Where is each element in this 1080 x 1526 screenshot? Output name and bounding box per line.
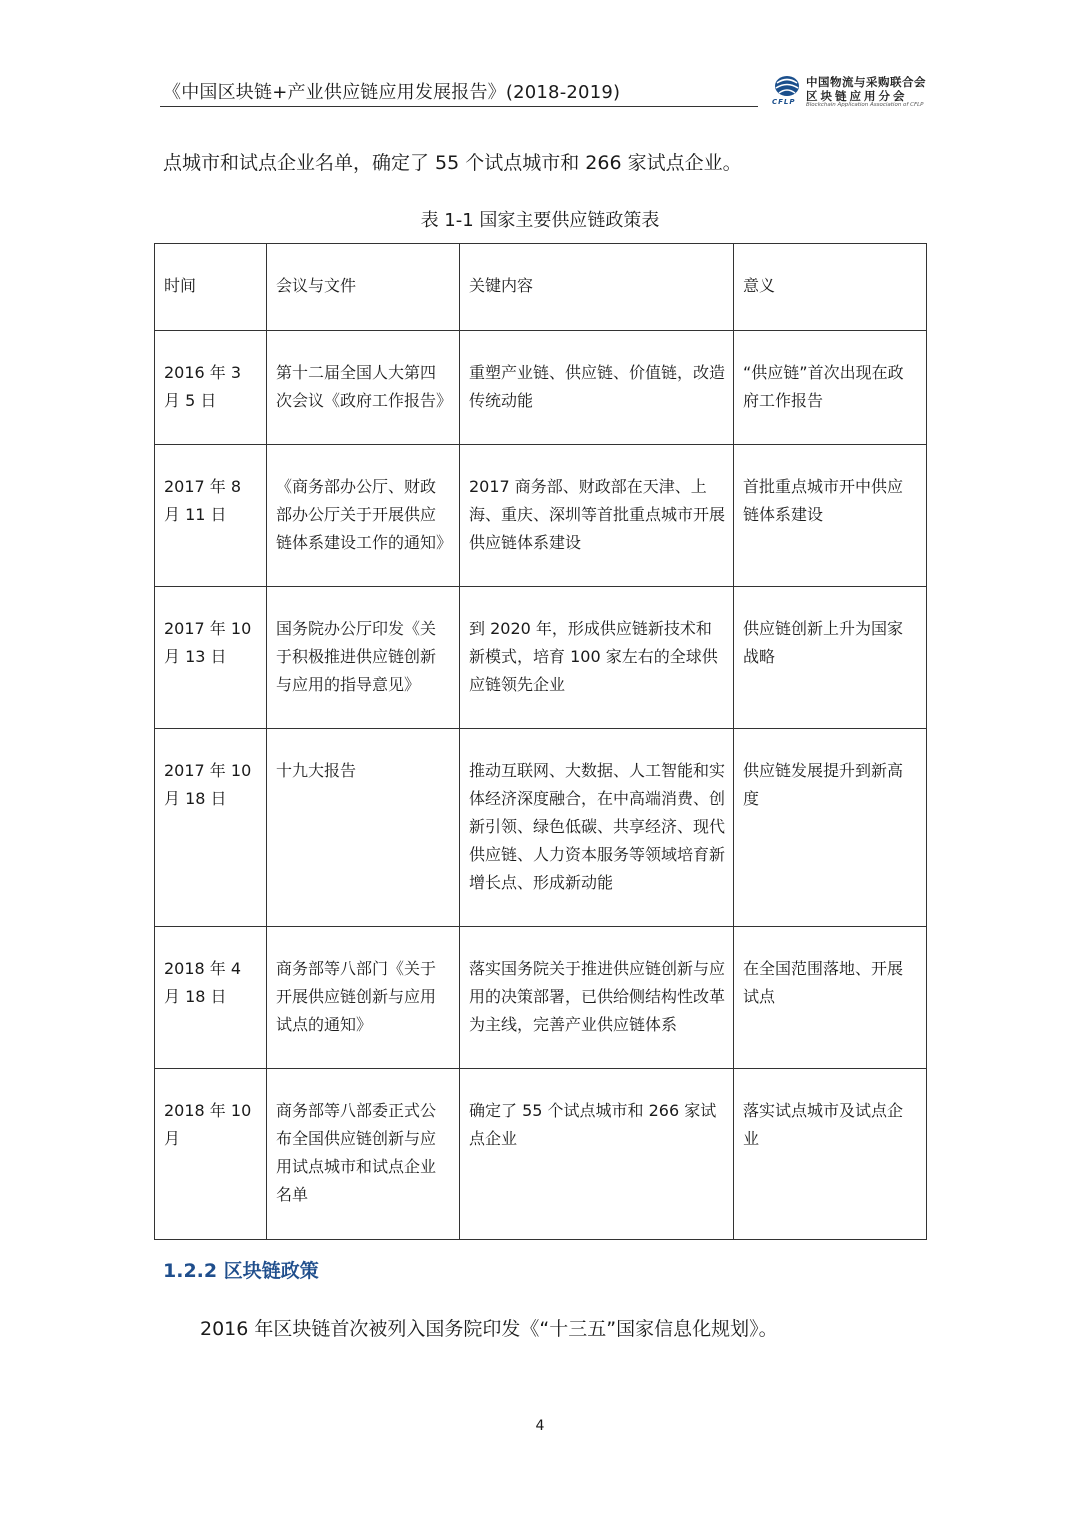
cell-document: 十九大报告 [267,729,460,927]
cell-document: 商务部等八部委正式公布全国供应链创新与应用试点城市和试点企业名单 [267,1069,460,1240]
table-row [155,331,927,445]
globe-icon [772,74,802,98]
cell-content: 落实国务院关于推进供应链创新与应用的决策部署，已供给侧结构性改革为主线，完善产业供应链体系 [460,927,734,1069]
logo-abbreviation: CFLP [772,98,796,106]
logo-name-line1: 中国物流与采购联合会 [806,75,926,89]
table-header-row [155,244,927,331]
cell-time: 2018 年 10 月 [155,1069,267,1240]
cell-significance: 首批重点城市开中供应链体系建设 [734,445,927,587]
cell-content: 确定了 55 个试点城市和 266 家试点企业 [460,1069,734,1240]
cell-content: 到 2020 年，形成供应链新技术和新模式，培育 100 家左右的全球供应链领先企业 [460,587,734,729]
table-row [155,729,927,927]
header-cell-significance: 意义 [734,244,927,331]
document-header-title: 《中国区块链+产业供应链应用发展报告》(2018-2019) [163,82,621,103]
cell-significance: 供应链创新上升为国家战略 [734,587,927,729]
cell-significance: 供应链发展提升到新高度 [734,729,927,927]
policy-table [154,243,927,1240]
organization-logo [772,72,932,110]
table-caption: 表 1-1 国家主要供应链政策表 [420,210,660,231]
logo-name-line2: 区块链应用分会 [806,89,908,103]
cell-time: 2017 年 10 月 13 日 [155,587,267,729]
header-cell-content: 关键内容 [460,244,734,331]
section-heading: 1.2.2 区块链政策 [163,1260,319,1282]
cell-significance: 在全国范围落地、开展试点 [734,927,927,1069]
logo-english-name: Blockchain Application Association of CFLP [806,102,924,108]
cell-content: 2017 商务部、财政部在天津、上海、重庆、深圳等首批重点城市开展供应链体系建设 [460,445,734,587]
header-cell-time: 时间 [155,244,267,331]
cell-content: 推动互联网、大数据、人工智能和实体经济深度融合，在中高端消费、创新引领、绿色低碳、共享经济、现代供应链、人力资本服务等领域培育新增长点、形成新动能 [460,729,734,927]
cell-significance: 落实试点城市及试点企业 [734,1069,927,1240]
header-cell-document: 会议与文件 [267,244,460,331]
cell-content: 重塑产业链、供应链、价值链，改造传统动能 [460,331,734,445]
cell-document: 商务部等八部门《关于开展供应链创新与应用试点的通知》 [267,927,460,1069]
cell-document: 国务院办公厅印发《关于积极推进供应链创新与应用的指导意见》 [267,587,460,729]
cell-document: 第十二届全国人大第四次会议《政府工作报告》 [267,331,460,445]
cell-significance: “供应链”首次出现在政府工作报告 [734,331,927,445]
section-paragraph: 2016 年区块链首次被列入国务院印发《“十三五”国家信息化规划》。 [200,1318,778,1340]
cell-time: 2018 年 4 月 18 日 [155,927,267,1069]
page-number: 4 [535,1418,545,1434]
cell-time: 2016 年 3 月 5 日 [155,331,267,445]
intro-paragraph: 点城市和试点企业名单，确定了 55 个试点城市和 266 家试点企业。 [163,152,742,174]
table-row [155,587,927,729]
cell-document: 《商务部办公厅、财政部办公厅关于开展供应链体系建设工作的通知》 [267,445,460,587]
table-row [155,1069,927,1240]
table-row [155,445,927,587]
table-row [155,927,927,1069]
cell-time: 2017 年 10 月 18 日 [155,729,267,927]
header-divider [160,106,758,107]
cell-time: 2017 年 8 月 11 日 [155,445,267,587]
